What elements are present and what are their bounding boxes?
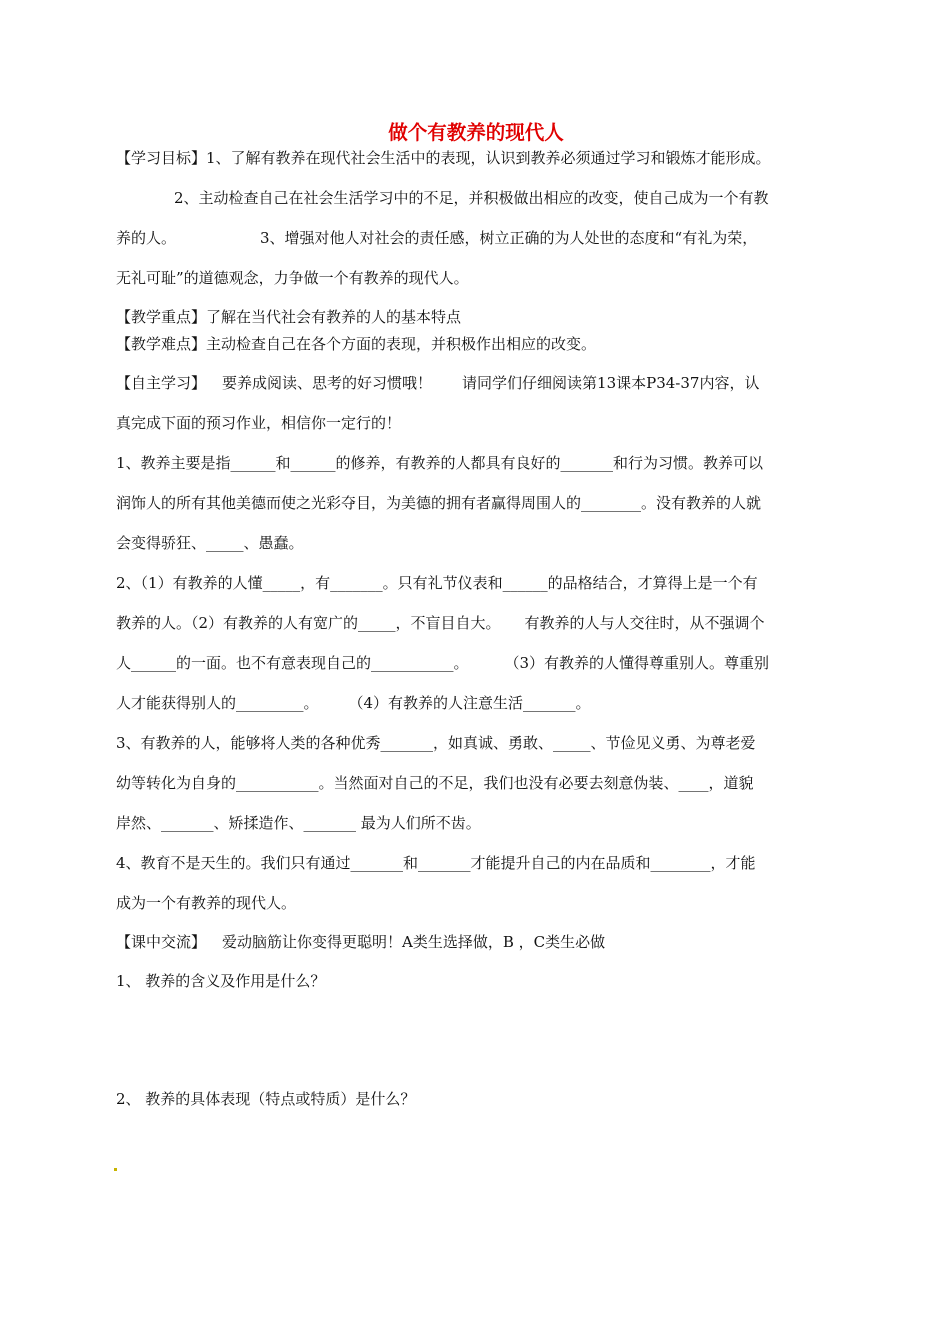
learning-goal-3: 3、增强对他人对社会的责任感，树立正确的为人处世的态度和“有礼为荣， — [260, 229, 758, 247]
worksheet-page — [116, 118, 836, 1109]
question-1-line-2: 润饰人的所有其他美德而使之光彩夺目，为美德的拥有者赢得周围人的________。没有教养的人就 — [116, 494, 762, 512]
self-study-instruction-cont: 真完成下面的预习作业，相信你一定行的！ — [116, 414, 402, 432]
question-1-line-1: 1、教养主要是指______和______的修养，有教养的人都具有良好的_______和行为习惯。教养可以 — [116, 454, 764, 472]
question-3-line-3: 岸然、_______、矫揉造作、_______ 最为人们所不齿。 — [116, 814, 481, 832]
teaching-difficulty: 【教学难点】主动检查自己在各个方面的表现，并积极作出相应的改变。 — [116, 335, 597, 353]
exchange-question-2: 2、 教养的具体表现（特点或特质）是什么？ — [116, 1090, 416, 1108]
exchange-question-1: 1、 教养的含义及作用是什么？ — [116, 972, 326, 990]
question-2-part-3-end: 人才能获得别人的_________。 — [116, 694, 319, 712]
self-study-heading: 【自主学习】 — [116, 374, 207, 392]
question-2-line-3 — [116, 653, 836, 673]
question-2-line-4 — [116, 693, 836, 713]
question-4-line-2: 成为一个有教养的现代人。 — [116, 894, 297, 912]
learning-goal-2-3-line — [116, 228, 836, 248]
class-exchange-heading: 【课中交流】 — [116, 933, 207, 951]
question-2-line-1: 2、（1）有教养的人懂_____，有_______。只有礼节仪表和______的品格结合，才算得上是一个有 — [116, 574, 758, 592]
question-3-line-1: 3、有教养的人，能够将人类的各种优秀_______，如真诚、勇敢、_____、节俭见义勇、为尊老爱 — [116, 734, 756, 752]
learning-goal-1: 【学习目标】1、了解有教养在现代社会生活中的表现，认识到教养必须通过学习和锻炼才能形成。 — [116, 149, 771, 167]
question-4-line-1: 4、教育不是天生的。我们只有通过_______和_______才能提升自己的内在品质和________，才能 — [116, 854, 756, 872]
teaching-focus: 【教学重点】了解在当代社会有教养的人的基本特点 — [116, 308, 462, 326]
page-title: 做个有教养的现代人 — [388, 121, 564, 144]
learning-goal-3-cont: 无礼可耻”的道德观念，力争做一个有教养的现代人。 — [116, 269, 469, 287]
learning-goal-2: 2、主动检查自己在社会生活学习中的不足，并积极做出相应的改变，使自己成为一个有教 — [174, 189, 769, 207]
question-2-line-2 — [116, 613, 836, 633]
question-2-part-2: 教养的人。（2）有教养的人有宽广的_____，不盲目自大。 — [116, 614, 501, 632]
question-2-part-2-cont: 有教养的人与人交往时，从不强调个 — [524, 614, 765, 632]
class-exchange-instruction: 爱动脑筋让你变得更聪明！A类生选择做，B ，C类生必做 — [222, 933, 606, 951]
question-2-part-2-end: 人______的一面。也不有意表现自己的___________。 — [116, 654, 469, 672]
self-study-tip: 要养成阅读、思考的好习惯哦！ — [222, 374, 433, 392]
class-exchange-line — [116, 932, 836, 952]
learning-goal-2-end: 养的人。 — [116, 229, 177, 247]
question-2-part-4: （4）有教养的人注意生活_______。 — [348, 694, 591, 712]
question-2-part-3: （3）有教养的人懂得尊重别人。尊重别 — [504, 654, 770, 672]
question-1-line-3: 会变得骄狂、_____、愚蠢。 — [116, 534, 304, 552]
self-study-line — [116, 373, 836, 393]
question-3-line-2: 幼等转化为自身的___________。当然面对自己的不足，我们也没有必要去刻意伪装、____，道貌 — [116, 774, 754, 792]
self-study-instruction: 请同学们仔细阅读第13课本P34-37内容，认 — [462, 374, 760, 392]
stray-mark — [114, 1168, 117, 1171]
